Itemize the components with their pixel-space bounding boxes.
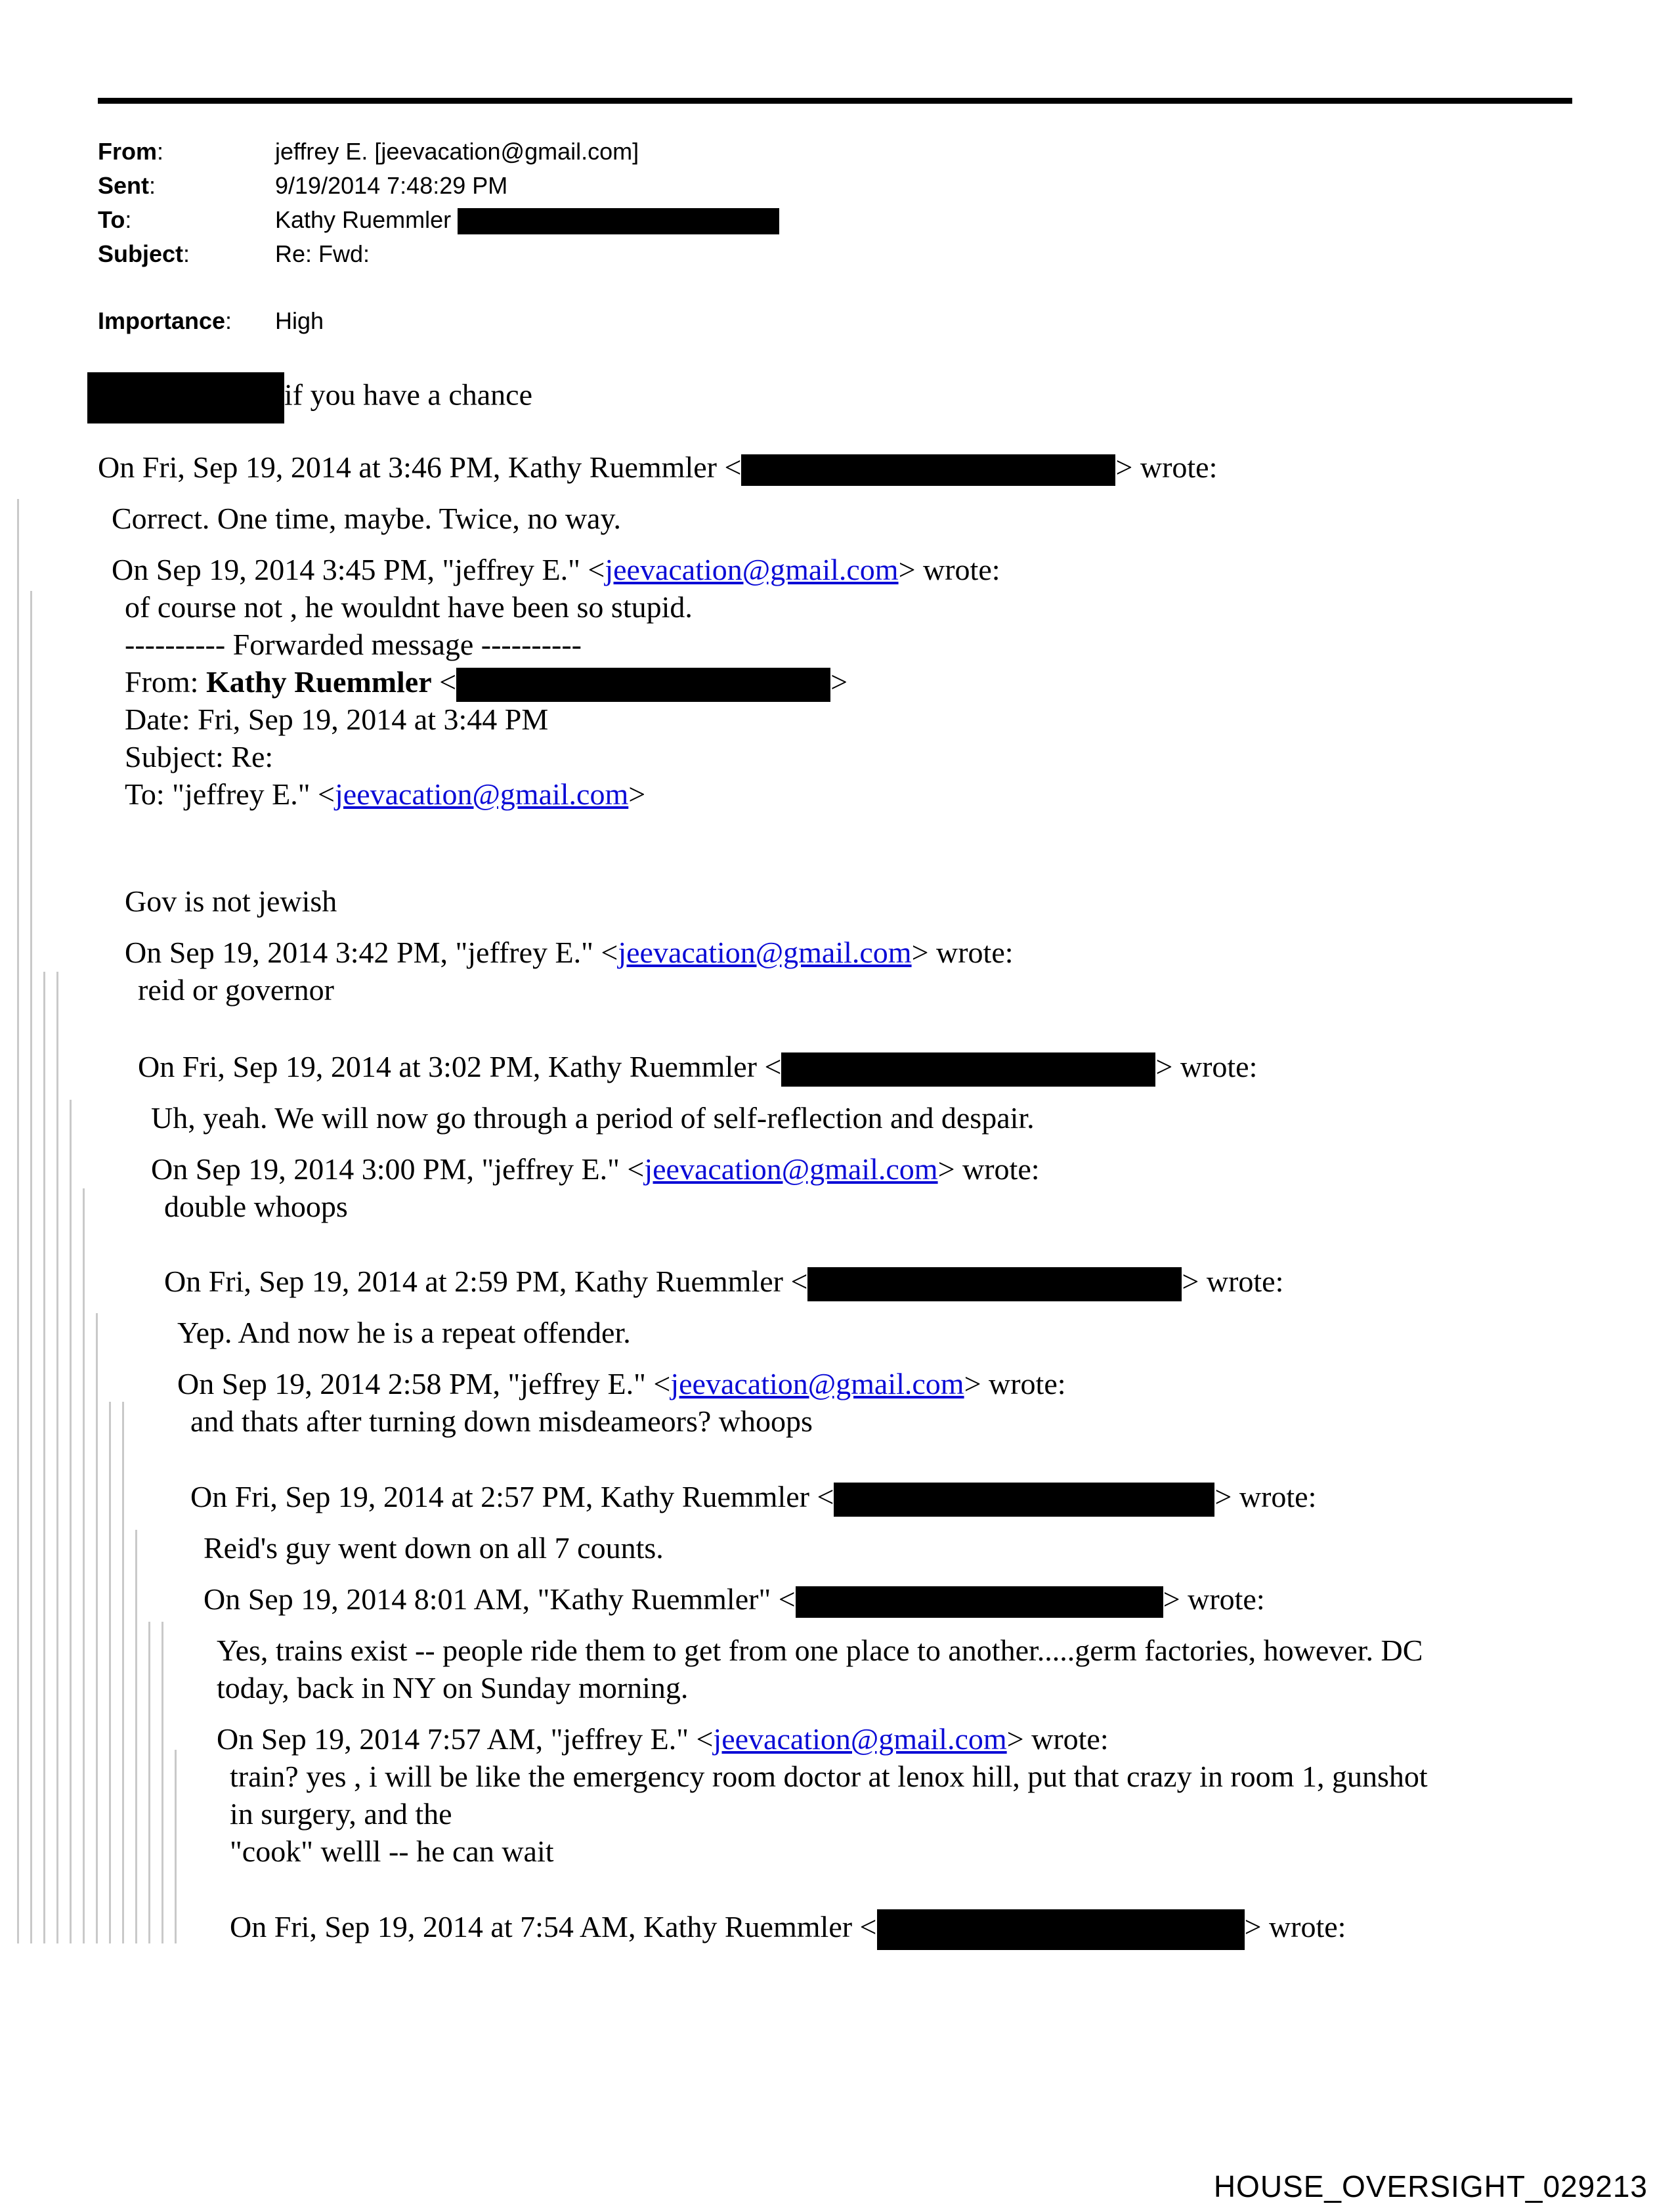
to-value: Kathy Ruemmler: [275, 206, 452, 233]
to-label: To: [98, 206, 125, 233]
email-header: [98, 135, 779, 338]
redaction-block: [796, 1586, 1163, 1618]
message-text: Gov is not jewish: [125, 884, 337, 918]
quote-bar: [43, 972, 45, 1943]
email-link[interactable]: jeevacation@gmail.com: [713, 1722, 1007, 1756]
forward-date: Date: Fri, Sep 19, 2014 at 3:44 PM: [125, 703, 549, 736]
reply-header: On Fri, Sep 19, 2014 at 3:02 PM, Kathy Ruemmler < > wrote:: [138, 1049, 1257, 1087]
quote-bar: [135, 1530, 137, 1943]
message-text: Correct. One time, maybe. Twice, no way.: [112, 502, 621, 535]
email-link[interactable]: jeevacation@gmail.com: [644, 1152, 938, 1186]
forward-subject: Subject: Re:: [125, 740, 274, 773]
message-text: train? yes , i will be like the emergency room doctor at lenox hill, put that crazy in room 1, gunshot: [230, 1760, 1428, 1793]
message-text: double whoops: [164, 1190, 348, 1223]
subject-label: Subject: [98, 240, 184, 267]
redaction-block: [458, 208, 779, 234]
quote-bar: [148, 1622, 150, 1943]
quote-bar: [83, 1188, 85, 1943]
email-link[interactable]: jeevacation@gmail.com: [335, 777, 629, 811]
reply-header: On Fri, Sep 19, 2014 at 3:46 PM, Kathy Ruemmler < > wrote:: [98, 449, 1217, 486]
forward-to: To: "jeffrey E." <jeevacation@gmail.com>: [125, 777, 646, 811]
importance-value: High: [275, 307, 324, 334]
reply-header: On Fri, Sep 19, 2014 at 7:54 AM, Kathy Ruemmler < > wrote:: [230, 1909, 1346, 1950]
sent-row: Sent: 9/19/2014 7:48:29 PM: [98, 169, 779, 203]
thread-line: if you have a chance: [87, 372, 532, 423]
reply-header: On Fri, Sep 19, 2014 at 2:59 PM, Kathy Ruemmler < > wrote:: [164, 1263, 1283, 1301]
subject-value: Re: Fwd:: [275, 240, 370, 267]
email-link[interactable]: jeevacation@gmail.com: [605, 553, 899, 586]
importance-label: Importance: [98, 307, 226, 334]
quote-bar: [56, 972, 58, 1943]
from-value: jeffrey E. [jeevacation@gmail.com]: [275, 138, 639, 165]
email-link[interactable]: jeevacation@gmail.com: [618, 936, 912, 969]
to-row: To: Kathy Ruemmler: [98, 203, 779, 237]
quote-bar: [30, 591, 32, 1943]
redaction-block: [877, 1909, 1245, 1950]
quote-bar: [109, 1402, 111, 1943]
forward-from: From: Kathy Ruemmler < >: [125, 664, 848, 702]
redaction-block: [807, 1267, 1182, 1301]
message-text: Reid's guy went down on all 7 counts.: [204, 1531, 664, 1565]
message-text: "cook" welll -- he can wait: [230, 1834, 554, 1868]
sent-label: Sent: [98, 172, 150, 199]
quote-bar: [122, 1402, 124, 1943]
redaction-block: [456, 668, 830, 702]
quote-bar: [175, 1750, 177, 1943]
message-text: reid or governor: [138, 973, 334, 1007]
from-label: From: [98, 138, 157, 165]
importance-row: Importance: High: [98, 304, 779, 338]
message-text: in surgery, and the: [230, 1797, 452, 1831]
reply-header: On Sep 19, 2014 3:00 PM, "jeffrey E." <jeevacation@gmail.com> wrote:: [151, 1152, 1040, 1186]
reply-header: On Sep 19, 2014 3:42 PM, "jeffrey E." <jeevacation@gmail.com> wrote:: [125, 936, 1014, 969]
message-text: today, back in NY on Sunday morning.: [217, 1671, 689, 1704]
redaction-block: [87, 372, 284, 423]
message-text: Yes, trains exist -- people ride them to get from one place to another.....germ factories, however. DC: [217, 1634, 1423, 1667]
message-text: Yep. And now he is a repeat offender.: [177, 1316, 631, 1349]
email-link[interactable]: jeevacation@gmail.com: [670, 1367, 964, 1400]
subject-row: Subject: Re: Fwd:: [98, 237, 779, 271]
bates-number: HOUSE_OVERSIGHT_029213: [1213, 2169, 1648, 2203]
message-text: and thats after turning down misdeameors? whoops: [190, 1404, 813, 1438]
reply-header: On Sep 19, 2014 8:01 AM, "Kathy Ruemmler" < > wrote:: [204, 1581, 1265, 1618]
from-row: From: jeffrey E. [jeevacation@gmail.com]: [98, 135, 779, 169]
quote-bar: [70, 1100, 72, 1943]
message-text: of course not , he wouldnt have been so stupid.: [125, 590, 693, 624]
redaction-block: [741, 454, 1115, 486]
reply-header: On Sep 19, 2014 2:58 PM, "jeffrey E." <jeevacation@gmail.com> wrote:: [177, 1367, 1066, 1400]
redaction-block: [781, 1052, 1155, 1087]
reply-header: On Sep 19, 2014 3:45 PM, "jeffrey E." <jeevacation@gmail.com> wrote:: [112, 553, 1000, 586]
quote-bar: [161, 1622, 163, 1943]
message-text: Uh, yeah. We will now go through a period of self-reflection and despair.: [151, 1101, 1035, 1135]
forward-separator: ---------- Forwarded message ----------: [125, 628, 582, 661]
reply-header: On Sep 19, 2014 7:57 AM, "jeffrey E." <jeevacation@gmail.com> wrote:: [217, 1722, 1109, 1756]
header-rule: [98, 98, 1572, 104]
sent-value: 9/19/2014 7:48:29 PM: [275, 172, 508, 199]
redaction-block: [834, 1483, 1214, 1517]
quote-bar: [17, 499, 19, 1943]
reply-header: On Fri, Sep 19, 2014 at 2:57 PM, Kathy Ruemmler < > wrote:: [190, 1479, 1316, 1517]
quote-bar: [96, 1313, 98, 1943]
